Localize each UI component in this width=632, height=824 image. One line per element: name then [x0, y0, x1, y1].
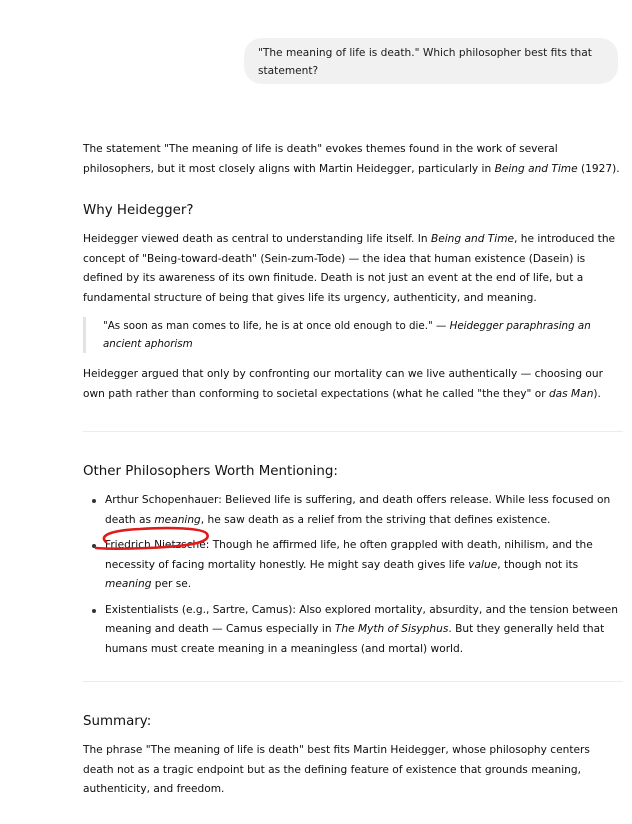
list-item-schopenhauer [105, 491, 623, 530]
assistant-response [83, 140, 623, 800]
authenticity-text: Heidegger argued that only by confronting our mortality can we live authentically — choosing our own path rather than conforming to societal expectations (what he called "the they" or [83, 368, 603, 400]
why-text: Heidegger viewed death as central to understanding life itself. In [83, 233, 431, 245]
philosopher-name: Existentialists (e.g., Sartre, Camus): [105, 603, 296, 616]
intro-book-title: Being and Time [494, 162, 578, 175]
item-text-end: per se. [151, 578, 192, 590]
why-heading: Why Heidegger? [83, 203, 194, 218]
others-heading: Other Philosophers Worth Mentioning: [83, 464, 338, 479]
user-message-bubble [244, 38, 618, 84]
why-text-end: , he introduced the concept of "Being-toward-death" (Sein-zum-Tode) — the idea that human existence (Dasein) is defined by its awareness of its own finitude. Death is not just an event at the end of life, but a fundamental structure of being that gives life its urgency, authenticity, and meaning. [83, 233, 616, 304]
item-text-mid: , though not its [497, 558, 579, 571]
section-divider [83, 681, 623, 682]
item-emphasis: meaning [154, 513, 201, 526]
summary-paragraph: The phrase "The meaning of life is death" best fits Martin Heidegger, whose philosophy centers death not as a tragic endpoint but as the defining feature of existence that grounds meaning, authenticity, and freedom. [83, 744, 590, 795]
item-text: Also explored mortality, absurdity, and the tension between meaning and death — Camus especially in [105, 603, 618, 635]
philosophers-list [83, 491, 623, 659]
item-text-end: , he saw death as a relief from the striving that defines existence. [200, 513, 551, 526]
summary-heading: Summary: [83, 714, 152, 729]
item-text: Believed life is suffering, and death offers release. While less focused on death as [105, 494, 611, 526]
quote-text: "As soon as man comes to life, he is at once old enough to die." — [103, 320, 450, 332]
intro-paragraph [83, 140, 623, 179]
intro-text-end: (1927). [577, 162, 620, 175]
philosopher-name: Arthur Schopenhauer: [105, 494, 222, 506]
why-paragraph [83, 230, 623, 308]
heidegger-quote [83, 317, 623, 353]
philosopher-name: Friedrich Nietzsche: [105, 539, 210, 551]
list-item-existentialists [105, 601, 623, 660]
list-item-nietzsche [105, 536, 623, 595]
das-man-term: das Man [548, 387, 594, 400]
item-emphasis: value [468, 558, 498, 571]
authenticity-paragraph [83, 365, 623, 404]
item-text: Though he affirmed life, he often grappled with death, nihilism, and the necessity of facing mortality honestly. He might say death gives life [105, 539, 593, 571]
why-book-title: Being and Time [430, 233, 515, 245]
authenticity-text-end: ). [593, 387, 601, 400]
item-emphasis-2: meaning [105, 578, 152, 590]
item-emphasis: The Myth of Sisyphus [334, 623, 449, 635]
item-text-end: . But they generally held that humans must create meaning in a meaningless (and mortal) world. [105, 623, 605, 655]
quote-attribution: Heidegger paraphrasing an ancient aphorism [103, 320, 591, 350]
section-divider [83, 431, 623, 432]
user-message-text: "The meaning of life is death." Which philosopher best fits that statement? [258, 47, 592, 77]
intro-text: The statement "The meaning of life is death" evokes themes found in the work of several philosophers, but it most closely aligns with Martin Heidegger, particularly in [83, 143, 558, 175]
